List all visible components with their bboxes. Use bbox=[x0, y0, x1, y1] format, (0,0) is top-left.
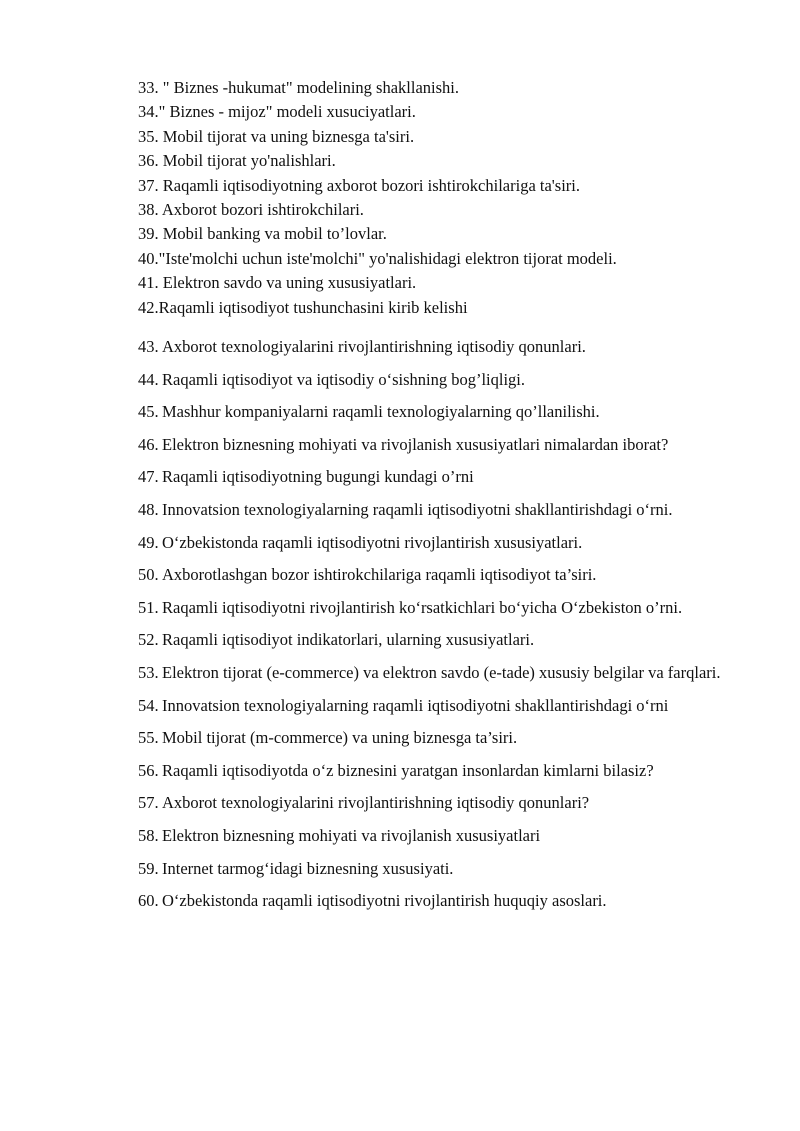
item-text: Raqamli iqtisodiyotda o‘z biznesini yaratgan insonlardan kimlarni bilasiz? bbox=[162, 760, 654, 780]
item-number: 45. bbox=[138, 402, 159, 422]
list-item bbox=[138, 788, 742, 818]
list-item: 39. Mobil banking va mobil to’lovlar. bbox=[138, 224, 387, 244]
item-number: 58. bbox=[138, 825, 159, 845]
list-item bbox=[138, 430, 742, 460]
item-number: 46. bbox=[138, 434, 159, 454]
item-text: Elektron biznesning mohiyati va rivojlanish xususiyatlari bbox=[162, 825, 541, 845]
item-text: Axborot texnologiyalarini rivojlantirishning iqtisodiy qonunlari. bbox=[162, 337, 586, 356]
question-list-part-2 bbox=[138, 332, 742, 919]
list-item bbox=[138, 560, 742, 590]
list-item bbox=[138, 658, 742, 688]
list-item bbox=[138, 625, 742, 655]
list-item bbox=[138, 332, 742, 362]
item-text: Raqamli iqtisodiyotni rivojlantirish ko‘rsatkichlari bo‘yicha O‘zbekiston o’rni. bbox=[162, 597, 683, 617]
list-item: 36. Mobil tijorat yo'nalishlari. bbox=[138, 151, 336, 171]
item-text: Axborotlashgan bozor ishtirokchilariga raqamli iqtisodiyot ta’siri. bbox=[162, 565, 597, 585]
list-item: 41. Elektron savdo va uning xususiyatlari. bbox=[138, 273, 417, 293]
item-number: 50. bbox=[138, 565, 159, 585]
list-item: 40."Iste'molchi uchun iste'molchi" yo'nalishidagi elektron tijorat modeli. bbox=[138, 248, 617, 268]
question-list-part-1 bbox=[138, 76, 748, 320]
item-number: 53. bbox=[138, 662, 159, 682]
item-text: Raqamli iqtisodiyot indikatorlari, ularning xususiyatlari. bbox=[162, 630, 535, 650]
item-number: 59. bbox=[138, 858, 159, 878]
item-number: 48. bbox=[138, 499, 159, 519]
item-text: Mashhur kompaniyalarni raqamli texnologiyalarning qo’llanilishi. bbox=[162, 402, 600, 422]
list-item bbox=[138, 365, 742, 395]
list-item: 38. Axborot bozori ishtirokchilari. bbox=[138, 199, 364, 219]
item-text: Innovatsion texnologiyalarning raqamli iqtisodiyotni shakllantirishdagi o‘rni. bbox=[162, 499, 673, 519]
list-item bbox=[138, 397, 742, 427]
item-number: 44. bbox=[138, 369, 159, 389]
list-item: 33. " Biznes -hukumat" modelining shakllanishi. bbox=[138, 78, 459, 97]
item-text: Elektron biznesning mohiyati va rivojlanish xususiyatlari nimalardan iborat? bbox=[162, 434, 669, 454]
list-item: 35. Mobil tijorat va uning biznesga ta'siri. bbox=[138, 126, 415, 146]
item-number: 57. bbox=[138, 793, 159, 813]
item-number: 55. bbox=[138, 728, 159, 748]
item-text: Raqamli iqtisodiyotning bugungi kundagi o’rni bbox=[162, 467, 474, 487]
item-number: 52. bbox=[138, 630, 159, 650]
list-item: 37. Raqamli iqtisodiyotning axborot bozori ishtirokchilariga ta'siri. bbox=[138, 175, 580, 195]
list-item bbox=[138, 756, 742, 786]
list-item bbox=[138, 593, 742, 623]
item-text: O‘zbekistonda raqamli iqtisodiyotni rivojlantirish xususiyatlari. bbox=[162, 532, 583, 552]
list-item bbox=[138, 495, 742, 525]
list-item: 42.Raqamli iqtisodiyot tushunchasini kirib kelishi bbox=[138, 297, 468, 317]
item-number: 49. bbox=[138, 532, 159, 552]
list-item bbox=[138, 723, 742, 753]
item-number: 60. bbox=[138, 891, 159, 911]
item-text: Axborot texnologiyalarini rivojlantirishning iqtisodiy qonunlari? bbox=[162, 793, 590, 813]
item-text: Internet tarmog‘idagi biznesning xususiyati. bbox=[162, 858, 454, 878]
item-number: 56. bbox=[138, 760, 159, 780]
list-item bbox=[138, 821, 742, 851]
list-item bbox=[138, 462, 742, 492]
list-item bbox=[138, 854, 742, 884]
item-text: Raqamli iqtisodiyot va iqtisodiy o‘sishning bog’liqligi. bbox=[162, 369, 525, 389]
item-number: 43. bbox=[138, 337, 159, 356]
item-text: Mobil tijorat (m-commerce) va uning biznesga ta’siri. bbox=[162, 728, 518, 748]
list-item: 34." Biznes - mijoz" modeli xusuсiyatlari. bbox=[138, 102, 416, 122]
list-item bbox=[138, 691, 742, 721]
list-item bbox=[138, 886, 742, 916]
item-number: 47. bbox=[138, 467, 159, 487]
item-number: 54. bbox=[138, 695, 159, 715]
list-item bbox=[138, 528, 742, 558]
item-text: Innovatsion texnologiyalarning raqamli iqtisodiyotni shakllantirishdagi o‘rni bbox=[162, 695, 669, 715]
item-text: O‘zbekistonda raqamli iqtisodiyotni rivojlantirish huquqiy asoslari. bbox=[162, 891, 607, 911]
item-number: 51. bbox=[138, 597, 159, 617]
item-text: Elektron tijorat (e-commerce) va elektron savdo (e-tade) xususiy belgilar va farqlari. bbox=[162, 662, 721, 682]
